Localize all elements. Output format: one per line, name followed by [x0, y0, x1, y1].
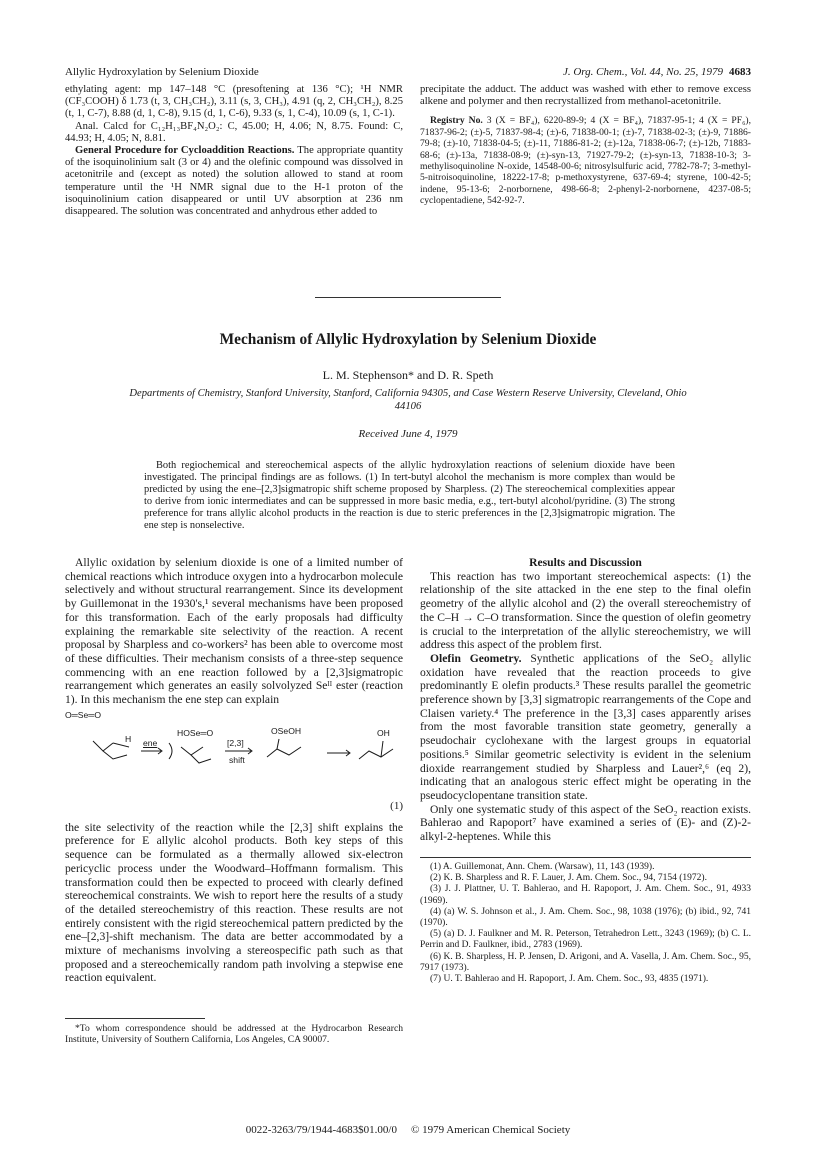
hydrogen-label: H — [125, 733, 132, 744]
intro-paragraph: Allylic oxidation by selenium dioxide is one of a limited number of chemical reactions which introduce oxygen into a hydrocarbon molecule selectively and without structural rearrangement. Since its development by Guillemonat in the 1930's,¹ several mechanisms have been proposed for this transformation. Each of the early proposals had difficulty explaining the remarkable site selectivity of the reaction. A recent proposal by Sharpless and co-workers² has been able to overcome most of these difficulties. Their mechanism consists of a three-step sequence commencing with an ene reaction followed by a [2,3]sigmatropic rearrangement which generates an easily solvolyzed Seᴵᴵ ester (reaction 1). In this mechanism the ene step can explain — [65, 556, 403, 707]
general-procedure-heading: General Procedure for Cycloaddition Reactions. — [75, 145, 295, 157]
reference-item: (3) J. J. Plattner, U. T. Bahlerao, and H. Rapoport, J. Am. Chem. Soc., 91, 4933 (1969). — [420, 884, 751, 906]
reference-item: (1) A. Guillemonat, Ann. Chem. (Warsaw), 11, 143 (1939). — [430, 862, 655, 872]
page-number: 4683 — [729, 66, 751, 78]
reference-item: (5) (a) D. J. Faulkner and M. R. Peterson, Tetrahedron Lett., 3243 (1969); (b) C. L. Perrin and D. Faulkner, ibid., 2783 (1969). — [420, 929, 751, 951]
top-right-column — [420, 84, 751, 207]
running-head-title: Allylic Hydroxylation by Selenium Dioxide — [65, 66, 259, 78]
body-right-column — [420, 556, 751, 844]
shift-label-bottom: shift — [229, 754, 245, 765]
abstract-text: Both regiochemical and stereochemical aspects of the allylic hydroxylation reactions of selenium dioxide have been investigated. The principal findings are as follows. (1) In tert-butyl alcohol the mechanism is more complex than would be predicted by using the ene–[2,3]sigmatropic shift scheme proposed by Sharpless. (2) The stereochemical complexities appear to derive from ionic intermediates and can be suppressed in more basic media, e.g., tert-butyl alcohol/pyridine. (3) The strong preference for trans allylic alcohol products in the reaction is due to steric preferences in the [2,3]sigmatropic migration. The ene step is nonselective. — [144, 460, 675, 532]
intermediate-1-label: HOSe═O — [177, 727, 214, 738]
results-paragraph-1: This reaction has two important stereochemical aspects: (1) the relationship of the site attacked in the ene step to the final olefin geometry of the allylic alcohol and (2) the overall stereochemistry of the C–H → C–O transformation. Since the question of olefin geometry is crucial to the interpretation of the allylic stereochemistry, we will address this aspect of the problem first. — [420, 569, 751, 652]
article-authors: L. M. Stephenson* and D. R. Speth — [322, 368, 494, 382]
substrate-bonds — [93, 741, 113, 751]
reagent-label: O═Se═O — [65, 709, 102, 720]
footnote-rule — [65, 1018, 205, 1019]
intermediate-2-bonds — [267, 747, 301, 757]
reference-item: (7) U. T. Bahlerao and H. Rapoport, J. Am. Chem. Soc., 93, 4835 (1971). — [430, 974, 709, 985]
top-left-column — [65, 84, 403, 218]
abstract — [144, 460, 675, 533]
correspondence-footnote: *To whom correspondence should be addressed at the Hydrocarbon Research Institute, University of Southern California, Los Angeles, CA 90007. — [65, 1023, 403, 1046]
registry-list: 3 (X = BF₄), 6220-89-9; 4 (X = BF₄), 71837-95-1; 4 (X = PF₆), 71837-96-2; (±)-5, 71837-98-4; (±)-6, 71838-00-1; (±)-7, 71838-02-3; (±)-9, 71886-79-8; (±)-10, 71838-04-5; (±)-11, 71886-81-2; (±)-12a, 71838-06-7; (±)-12b, 71883-68-6; (±)-13a, 71838-08-9; (±)-syn-13, 71927-79-2; (±)-syn-13, 71838-10-3; 3-methylisoquinoline N-oxide, 14548-00-6; nitrosylsulfuric acid, 7782-78-7; 3-methyl-5-nitroisoquinoline, 18222-17-8; p-methoxystyrene, 637-69-4; styrene, 100-42-5; indene, 95-13-6; 2-norbornene, 498-66-8; 2-phenyl-2-norbornene, 4237-08-5; cyclopentadiene, 542-92-7. — [420, 115, 752, 207]
intermediate-2-label: OSeOH — [271, 725, 302, 736]
product-bonds — [359, 749, 393, 759]
ene-label: ene — [143, 737, 158, 748]
intermediate-1-bonds — [181, 747, 203, 755]
running-head-journal — [563, 66, 751, 78]
body-left-column — [65, 556, 403, 985]
reaction-scheme-1 — [65, 711, 403, 817]
page-footer — [65, 1124, 751, 1136]
product-oh-bond — [381, 741, 383, 757]
general-procedure — [65, 145, 403, 218]
intermediate-1-bracket — [169, 743, 172, 759]
journal-citation: J. Org. Chem., Vol. 44, No. 25, 1979 — [562, 66, 723, 78]
intermediate-2-oxygen-bond — [277, 739, 279, 749]
running-head — [65, 66, 751, 78]
article-code: 0022-3263/79/1944-4683$01.00/0 — [245, 1124, 397, 1136]
experimental-analysis: Anal. Calcd for C₁₂H₁₃BF₄N₂O₂: C, 45.00; H, 4.06; N, 8.75. Found: C, 44.93; H, 4.05; N, 8.81. — [65, 120, 403, 144]
intermediate-1-chain — [191, 755, 211, 763]
shift-label-top: [2,3] — [227, 737, 244, 748]
section-heading: Results and Discussion — [529, 556, 642, 569]
procedure-continued: precipitate the adduct. The adduct was washed with ether to remove excess alkene and polymer and then recrystallized from methanol-acetonitrile. — [420, 84, 751, 108]
reaction-number: (1) — [390, 799, 403, 812]
references-rule — [420, 857, 751, 858]
article-affiliation: Departments of Chemistry, Stanford University, Stanford, California 94305, and Case Western Reserve University, Cleveland, Ohio 44106 — [129, 388, 687, 412]
product-label: OH — [377, 727, 390, 738]
received-date: Received June 4, 1979 — [358, 428, 458, 440]
experimental-nmr: ethylating agent: mp 147–148 °C (presoftening at 136 °C); ¹H NMR (CF₃COOH) δ 1.73 (t, 3, CH₃CH₂), 3.11 (s, 3, CH₃), 4.91 (q, 2, CH₃CH₂), 8.25 (t, 1, C-7), 8.88 (d, 1, C-8), 9.15 (d, 1, C-6), 9.33 (s, 1, C-4), 10.09 (s, 1, C-1). — [65, 84, 403, 120]
copyright: © 1979 American Chemical Society — [410, 1124, 571, 1136]
registry-numbers — [420, 115, 751, 206]
substrate-chain — [103, 751, 127, 759]
olefin-geometry-text: Synthetic applications of the SeO₂ allylic oxidation have revealed that the reaction proceeds to give predominantly E olefin products.³ These results parallel the geometric preference shown by [3,3] sigmatropic rearrangements of the Cope and Claisen variety.⁴ The preference in the [3,3] cases apparently arises from the most favorable transition state geometry, generally a pseudochair cyclohexane with the largest groups in equatorial positions.⁵ Similar geometric selectivity is evident in the selenium dioxide rearrangement studied by Sharpless and Lauer²,⁶ (eq 2), indicating that an analogous steric effect might be operating in the pseudocyclopentane transition state. — [420, 651, 751, 802]
reference-item: (2) K. B. Sharpless and R. F. Lauer, J. Am. Chem. Soc., 94, 7154 (1972). — [430, 873, 707, 884]
reference-item: (6) K. B. Sharpless, H. P. Jensen, D. Arigoni, and A. Vasella, J. Am. Chem. Soc., 95, 7917 (1973). — [420, 951, 751, 973]
mechanism-paragraph: the site selectivity of the reaction while the [2,3] shift explains the preference for E allylic alcohol products. Both key steps of this sequence can be formulated as a thermally allowed six-electron pericyclic process under the Woodward–Hoffmann formalism. This transformation could then be expected to proceed with clearly defined stereochemical constraints. We wish to report here the results of a study of the detailed stereochemistry of this reaction. These results are not entirely consistent with the rigid stereochemical pattern predicted by the ene–[2,3]-shift mechanism. The data are better accommodated by a mixture of mechanisms involving a stereospecific path such as that proposed and a stereochemically random path involving a stepwise ene reaction equivalent. — [65, 820, 403, 985]
references-list — [420, 862, 751, 985]
results-paragraph-3: Only one systematic study of this aspect of the SeO₂ reaction exists. Bahlerao and Rapoport⁷ have examined a series of (E)- and (Z)-2-alkyl-2-heptenes. While this — [420, 802, 751, 844]
olefin-geometry-heading: Olefin Geometry. — [430, 651, 522, 665]
registry-heading: Registry No. — [430, 115, 483, 127]
general-procedure-text: The appropriate quantity of the isoquinolinium salt (3 or 4) and the olefinic compound was dissolved in acetonitrile and (except as noted) the solution allowed to stand at room temperature until the ¹H NMR signal due to the H-1 proton of the isoquinolinium cation disappeared or until UV absorption at 236 nm disappeared. The solution was concentrated and anhydrous ether added to — [65, 145, 403, 218]
reference-item: (4) (a) W. S. Johnson et al., J. Am. Chem. Soc., 98, 1038 (1976); (b) ibid., 92, 741 (1970). — [420, 906, 751, 929]
article-divider — [315, 297, 501, 298]
article-title: Mechanism of Allylic Hydroxylation by Selenium Dioxide — [219, 331, 597, 348]
olefin-geometry-paragraph — [420, 652, 751, 803]
